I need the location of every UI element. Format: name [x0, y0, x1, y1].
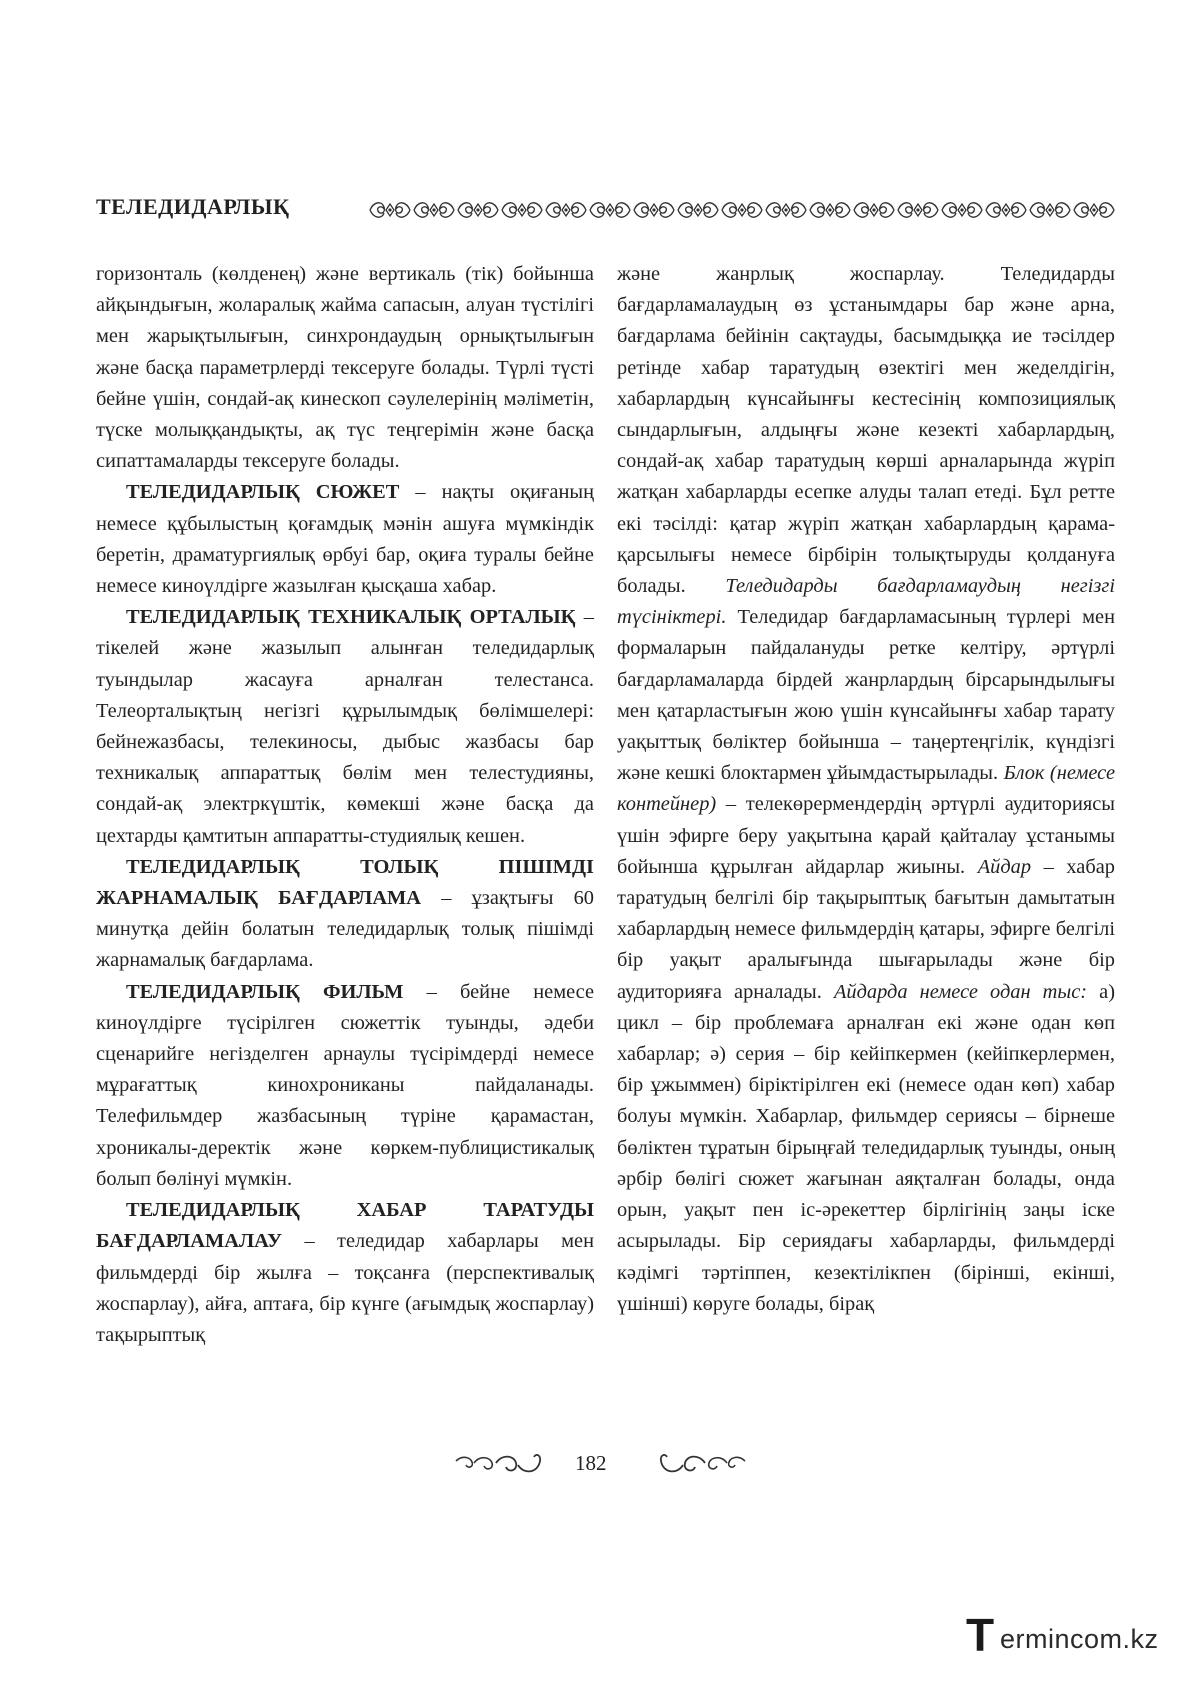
- entry-term: ТЕЛЕДИДАРЛЫҚ ХАБАР ТАРАТУДЫ БАҒДАРЛАМАЛАУ: [96, 1199, 594, 1253]
- page-number: 182: [575, 1451, 607, 1475]
- entry-full-format-ad: ТЕЛЕДИДАРЛЫҚ ТОЛЫҚ ПІШІМДІ ЖАРНАМАЛЫҚ БАҒДАРЛАМА – ұзақтығы 60 минутқа дейін болатын теледидарлық толық пішімді жарнамалық бағдарлама.: [96, 855, 595, 972]
- footer-ornament-left-icon: [452, 1449, 544, 1479]
- paragraph: және жанрлық жоспарлау. Теледидарды бағдарламалаудың өз ұстанымдары бар және арна, бағдарлама бейінін сақтауды, басымдыққа ие тәсілдер ретінде хабар таратудың өзектігі мен жеделдігін, хабарлардың күнсайынғы кестесінің композициялық сындарлығын, алдыңғы және кезекті хабарлардың, сондай-ақ хабар таратудың көрші арналарында жүріп жатқан хабарларды есепке алуды талап етеді. Бұл ретте екі тәсілді: қатар жүріп жатқан хабарлардың қарама-қарсылығы немесе бірбірін толықтыруды қолдануға болады. Теледидарды бағдарламаудың негізгі түсініктері. Теледидар бағдарламасының түрлері мен формаларын пайдалануды ретке келтіру, әртүрлі бағдарламаларда бірдей жанрлардың бірсарындылығы мен қатарластығын жою үшін күнсайынғы хабар тарату уақыттық бөліктер бойынша – таңертеңгілік, күндізгі және кешкі блоктармен ұйымдастырылады. Блок (немесе контейнер) – телекөрермендердің әртүрлі аудиториясы үшін эфирге беру уақытына қарай қайталау ұстанымы бойынша құрылған айдарлар жиыны. Айдар – хабар таратудың белгілі бір тақырыптық бағытын дамытатын хабарлардың немесе фильмдердің қатары, эфирге белгілі бір уақыт аралығында шығарылады және бір аудиторияға арналады. Айдарда немесе одан тыс: а) цикл – бір проблемаға арналған екі және одан көп хабарлар; ә) серия – бір кейіпкермен (кейіпкерлермен, бір ұжыммен) біріктірілген екі (немесе одан көп) хабар болуы мүмкін. Хабарлар, фильмдер сериясы – бірнеше бөліктен тұратын бірыңғай теледидарлық туынды, оның әрбір бөлігі сюжет жағынан аяқталған болады, онда орын, уақыт пен іс-әрекеттер бірлігінің заңы іске асырылады. Бір сериядағы хабарларды, фильмдерді кәдімгі тәртіппен, кезектілікпен (бірінші, екінші, үшінші) көруге болады, бірақ: [617, 263, 1115, 1315]
- header-title: ТЕЛЕДИДАРЛЫҚ: [96, 194, 290, 219]
- entry-tv-film: ТЕЛЕДИДАРЛЫҚ ФИЛЬМ – бейне немесе киноүлдірге түсірілген сюжеттік туынды, әдеби сценарийге негізделген арнаулы түсірімдерді немесе мұрағаттық кинохрониканы пайдаланады. Телефильмдер жазбасының түріне қарамастан, хроникалы-деректік және көркем-публицистикалық болып бөлінуі мүмкін.: [96, 980, 594, 1190]
- running-header: [96, 188, 1116, 228]
- entry-teledidarlyq-syuzhet: ТЕЛЕДИДАРЛЫҚ СЮЖЕТ – нақты оқиғаның немесе құбылыстың қоғамдық мәнін ашуға мүмкіндік беретін, драматургиялық өрбуі бар, оқиға туралы бейне немесе киноүлдірге жазылған қысқаша хабар.: [96, 481, 594, 598]
- footer-ornament-right-icon: [657, 1449, 749, 1479]
- entry-term: ТЕЛЕДИДАРЛЫҚ СЮЖЕТ: [126, 481, 400, 504]
- italic-term: Теледидарды бағдарламаудың негізгі түсініктері.: [617, 575, 1115, 629]
- entry-broadcast-programming: ТЕЛЕДИДАРЛЫҚ ХАБАР ТАРАТУДЫ БАҒДАРЛАМАЛАУ – теледидар хабарлары мен фильмдерді бір жылға – тоқсанға (перспективалық жоспарлау), айға, аптаға, бір күнге (ағымдық жоспарлау) тақырыптық: [96, 1199, 594, 1346]
- watermark-letter: T: [966, 1609, 995, 1661]
- entry-term: ТЕЛЕДИДАРЛЫҚ ТЕХНИКАЛЫҚ ОРТАЛЫҚ: [126, 606, 576, 629]
- right-column: [617, 259, 1115, 1320]
- paragraph: горизонталь (көлденең) және вертикаль (тік) бойынша айқындығын, жоларалық жайма сапасын, алуан түстілігі мен жарықтылығын, синхрондаудың орнықтылығын және басқа параметрлерді тексеруге болады. Түрлі түсті бейне үшін, сондай-ақ кинескоп сәулелерінің мәліметін, түске молыққандықты, ақ түс теңгерімін және басқа сипаттамаларды тексеруге болады.: [96, 263, 594, 473]
- italic-term: Айдарда немесе одан тыс:: [833, 980, 1088, 1003]
- termincom-watermark: [966, 1609, 1166, 1662]
- italic-term: Блок (немесе контейнер): [617, 762, 1115, 816]
- entry-term: ТЕЛЕДИДАРЛЫҚ ФИЛЬМ: [126, 980, 404, 1003]
- entry-technical-center: ТЕЛЕДИДАРЛЫҚ ТЕХНИКАЛЫҚ ОРТАЛЫҚ – тікелей және жазылып алынған теледидарлық туындылар жасауға арналған телестанса. Телеорталықтың негізгі құрылымдық бөлімшелері: бейнежазбасы, телекиносы, дыбыс жазбасы бар техникалық аппараттық бөлім мен телестудияны, сондай-ақ электркүштік, көмекші және басқа да цехтарды қамтитын аппаратты-студиялық кешен.: [96, 606, 594, 847]
- header-ornament: [368, 195, 1116, 225]
- watermark-text: ermincom.kz: [1000, 1624, 1159, 1654]
- italic-term: Айдар –: [977, 855, 1054, 878]
- left-column: [96, 259, 594, 1351]
- entry-term: ТЕЛЕДИДАРЛЫҚ ТОЛЫҚ ПІШІМДІ ЖАРНАМАЛЫҚ БАҒДАРЛАМА: [96, 855, 594, 910]
- page-footer: [0, 1445, 1191, 1485]
